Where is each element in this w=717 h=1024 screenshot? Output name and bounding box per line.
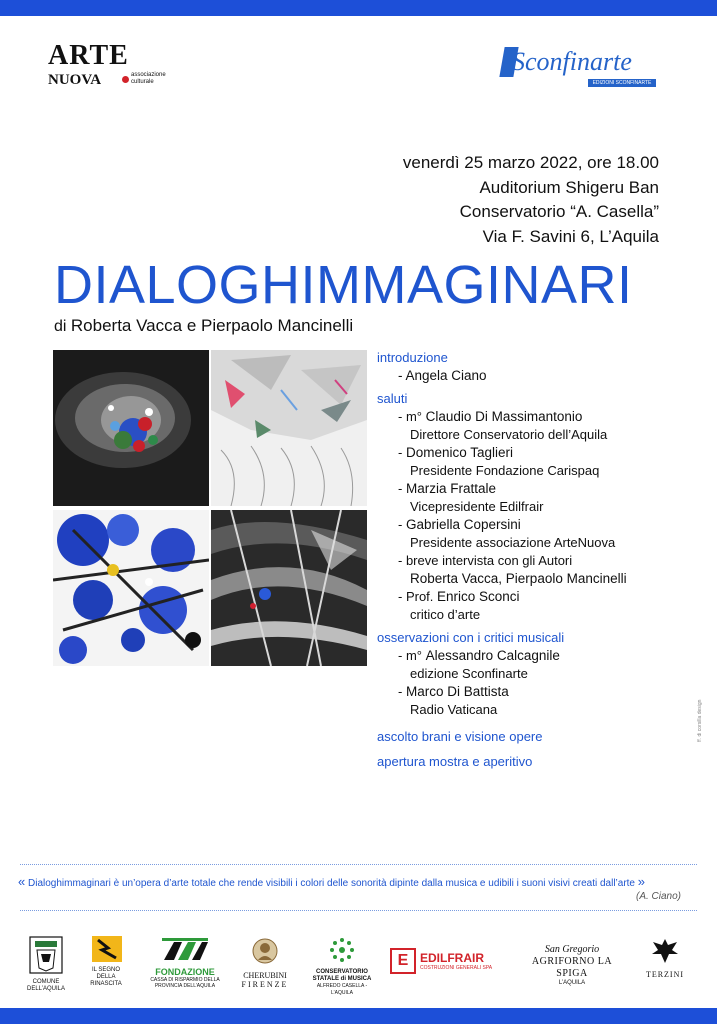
saluti-item (377, 480, 677, 498)
comune-crest-icon (29, 936, 63, 974)
sponsor-label: CONSERVATORIO STATALE di MUSICA (312, 969, 372, 982)
item-prefix: - (398, 445, 406, 460)
item-prefix: - m° (398, 648, 426, 663)
item-name: Marco Di Battista (405, 684, 509, 699)
sponsor-label: IL SEGNO DELLA RINASCITA (90, 967, 122, 987)
authors-line (54, 316, 353, 336)
cherubini-medallion-icon (252, 936, 278, 966)
artwork-3-image (53, 510, 209, 666)
item-name: Enrico Sconci (437, 589, 520, 604)
sponsor-sub: FIRENZE (241, 980, 289, 989)
sponsor-comune (18, 936, 74, 992)
quote-rule-top (20, 864, 697, 865)
fondazione-logo-icon (160, 936, 210, 962)
section-saluti: saluti (377, 391, 408, 406)
sponsor-label: TERZINI (645, 970, 685, 979)
page-title: DIALOGHIMMAGINARI (54, 255, 633, 315)
saluti-role: Roberta Vacca, Pierpaolo Mancinelli (410, 571, 627, 586)
item-prefix: - m° (398, 409, 426, 424)
saluti-role: Vicepresidente Edilfrair (410, 499, 544, 514)
section-ascolto: ascolto brani e visione opere (377, 729, 543, 744)
section-apertura: apertura mostra e aperitivo (377, 754, 533, 769)
assoc-line-2: culturale (131, 79, 154, 85)
osservazioni-item (377, 683, 677, 701)
item-prefix: - (398, 684, 406, 699)
osservazioni-role: Radio Vaticana (410, 702, 498, 717)
program (377, 348, 677, 771)
item-name: breve intervista con gli Autori (405, 553, 573, 568)
saluti-role: Direttore Conservatorio dell’Aquila (410, 427, 608, 442)
quote-text: Dialoghimmaginari è un’opera d’arte totale che rende visibili i colori delle sonorità dipinte dalla musica e udibili i suoni visivi creati dall’arte (28, 878, 635, 889)
saluti-item (377, 588, 677, 606)
edilfrair-logo (390, 948, 500, 974)
saluti-role: Presidente Fondazione Carispaq (410, 463, 600, 478)
artwork-2-image (211, 350, 367, 506)
event-address: Via F. Savini 6, L’Aquila (482, 226, 659, 246)
bottom-blue-bar (0, 1008, 717, 1024)
event-info (403, 151, 659, 249)
osservazioni-item (377, 647, 677, 665)
arte-logo-text: ARTE (48, 40, 129, 71)
terzini-eagle-icon (650, 936, 680, 966)
event-venue: Auditorium Shigeru Ban (479, 177, 659, 197)
quote-cite: (A. Ciano) (635, 891, 681, 902)
sponsor-agriforno (520, 936, 624, 992)
saluti-item (377, 516, 677, 534)
item-prefix: - (398, 553, 406, 568)
top-blue-bar (0, 0, 717, 16)
agriforno-script: San Gregorio (544, 944, 600, 955)
arte-nuova-logo (48, 40, 166, 92)
quote-open-mark: « (18, 874, 26, 889)
quote-rule-bottom (20, 910, 697, 911)
authors-prefix: di (54, 318, 67, 335)
saluti-item (377, 444, 677, 462)
segno-rinascita-icon (92, 936, 122, 962)
sponsor-sub: ALFREDO CASELLA - L’AQUILA (316, 983, 368, 996)
assoc-line-1: associazione (131, 72, 166, 78)
saluti-item (377, 552, 677, 570)
authors-names: Roberta Vacca e Pierpaolo Mancinelli (70, 316, 354, 335)
section-introduzione: introduzione (377, 350, 448, 365)
sponsor-segno (86, 936, 128, 992)
sponsor-label: AGRIFORNO LA SPIGA (531, 956, 613, 979)
sponsor-label: CHERUBINI (243, 971, 287, 980)
sconfinarte-sub: EDIZIONI SCONFINARTE (588, 79, 656, 87)
sponsor-fondazione (150, 936, 220, 992)
event-date: venerdì 25 marzo 2022, ore 18.00 (402, 153, 659, 172)
item-name: Marzia Frattale (405, 481, 496, 496)
quote-close-mark: » (637, 874, 646, 889)
item-name: Claudio Di Massimantonio (425, 409, 583, 424)
item-prefix: - Prof. (398, 589, 438, 604)
intro-speaker: - Angela Ciano (398, 368, 487, 383)
osservazioni-role: edizione Sconfinarte (410, 666, 528, 681)
item-prefix: - (398, 517, 406, 532)
saluti-item (377, 408, 677, 426)
saluti-role: Presidente associazione ArteNuova (410, 535, 616, 550)
item-name: Domenico Taglieri (405, 445, 514, 460)
section-osservazioni: osservazioni con i critici musicali (377, 630, 565, 645)
sconfinarte-logo (502, 47, 656, 87)
event-institution: Conservatorio “A. Casella” (459, 202, 659, 221)
red-dot-icon (122, 76, 129, 83)
sponsor-terzini (634, 936, 696, 992)
artwork-1-image (53, 350, 209, 506)
design-credit: ff. di corsilla design (697, 699, 703, 742)
sponsor-sub: L’AQUILA (558, 980, 586, 986)
item-name: Alessandro Calcagnile (425, 648, 560, 663)
sconfinarte-wordmark: Sconfinarte (512, 47, 632, 76)
sponsor-label: COMUNE DELL’AQUILA (26, 979, 66, 992)
arte-assoc-text (131, 72, 166, 86)
item-name: Gabriella Copersini (405, 517, 521, 532)
sponsor-sub: COSTRUZIONI GENERALI SPA (420, 964, 493, 971)
sponsor-sub: CASSA DI RISPARMIO DELLA PROVINCIA DELL’AQUILA (150, 977, 220, 989)
sponsor-label: EDILFRAIR (420, 950, 484, 965)
quote (18, 874, 700, 889)
nuova-logo-text: NUOVA (48, 72, 102, 88)
sponsor-conservatorio (306, 936, 378, 996)
artwork-4-image (211, 510, 367, 666)
sponsor-cherubini (236, 936, 294, 992)
sponsor-edilfrair (390, 936, 500, 992)
sponsor-label: FONDAZIONE (155, 967, 215, 977)
saluti-role: critico d’arte (410, 607, 481, 622)
item-prefix: - (398, 481, 406, 496)
edilfrair-mark-icon: E (390, 948, 416, 974)
conservatorio-star-icon (327, 936, 357, 964)
